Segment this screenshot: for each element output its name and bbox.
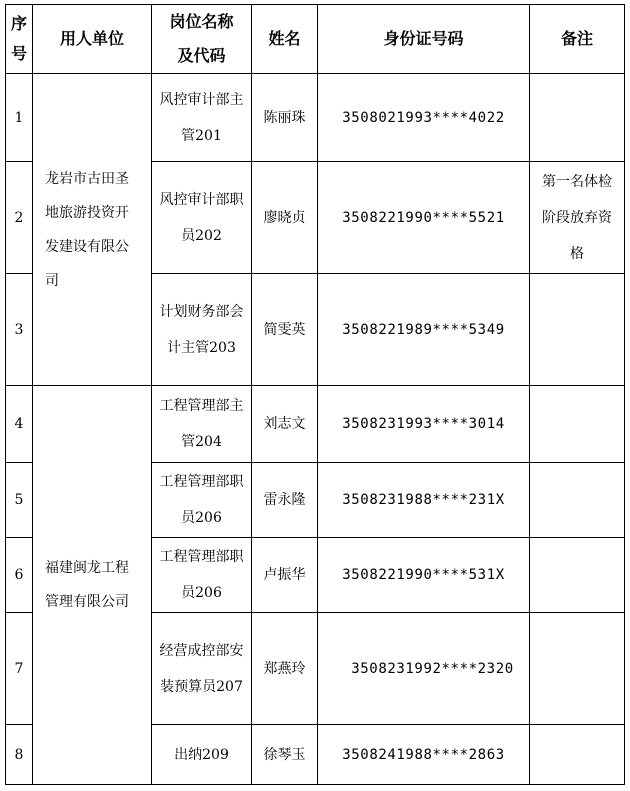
remark-cell (530, 725, 625, 785)
remark-cell (530, 386, 625, 463)
id-number-cell: 3508021993****4022 (318, 74, 530, 162)
header-id-number: 身份证号码 (318, 5, 530, 74)
position-cell: 经营成控部安装预算员207 (152, 613, 252, 725)
id-number-cell: 3508221990****531X (318, 538, 530, 613)
remark-cell (530, 538, 625, 613)
header-row (6, 5, 625, 74)
position-cell: 出纳209 (152, 725, 252, 785)
remark-cell (530, 463, 625, 538)
name-cell: 卢振华 (252, 538, 318, 613)
employer-cell: 龙岩市古田圣地旅游投资开发建设有限公司 (33, 74, 152, 386)
remark-cell (530, 274, 625, 386)
remark-cell: 第一名体检阶段放弃资格 (530, 162, 625, 274)
header-employer: 用人单位 (33, 5, 152, 74)
header-seq: 序号 (6, 5, 33, 74)
row-seq: 4 (6, 386, 33, 463)
table-row (6, 386, 625, 463)
position-cell: 工程管理部主管204 (152, 386, 252, 463)
id-number-cell: 3508231988****231X (318, 463, 530, 538)
hiring-table (5, 4, 625, 785)
remark-cell (530, 613, 625, 725)
name-cell: 廖晓贞 (252, 162, 318, 274)
row-seq: 5 (6, 463, 33, 538)
row-seq: 7 (6, 613, 33, 725)
id-number-cell: 3508221989****5349 (318, 274, 530, 386)
row-seq: 2 (6, 162, 33, 274)
employer-cell: 福建闽龙工程管理有限公司 (33, 386, 152, 785)
name-cell: 刘志文 (252, 386, 318, 463)
name-cell: 郑燕玲 (252, 613, 318, 725)
id-number-cell: 3508241988****2863 (318, 725, 530, 785)
position-cell: 工程管理部职员206 (152, 463, 252, 538)
position-cell: 风控审计部职员202 (152, 162, 252, 274)
name-cell: 陈丽珠 (252, 74, 318, 162)
hiring-table-sheet (5, 4, 625, 785)
row-seq: 8 (6, 725, 33, 785)
position-cell: 计划财务部会计主管203 (152, 274, 252, 386)
header-name: 姓名 (252, 5, 318, 74)
row-seq: 1 (6, 74, 33, 162)
table-row (6, 74, 625, 162)
name-cell: 徐琴玉 (252, 725, 318, 785)
header-position: 岗位名称及代码 (152, 5, 252, 74)
row-seq: 6 (6, 538, 33, 613)
id-number-cell: 3508231992****2320 (318, 613, 530, 725)
row-seq: 3 (6, 274, 33, 386)
id-number-cell: 3508221990****5521 (318, 162, 530, 274)
name-cell: 雷永隆 (252, 463, 318, 538)
id-number-cell: 3508231993****3014 (318, 386, 530, 463)
name-cell: 简雯英 (252, 274, 318, 386)
position-cell: 工程管理部职员206 (152, 538, 252, 613)
position-cell: 风控审计部主管201 (152, 74, 252, 162)
header-remark: 备注 (530, 5, 625, 74)
remark-cell (530, 74, 625, 162)
